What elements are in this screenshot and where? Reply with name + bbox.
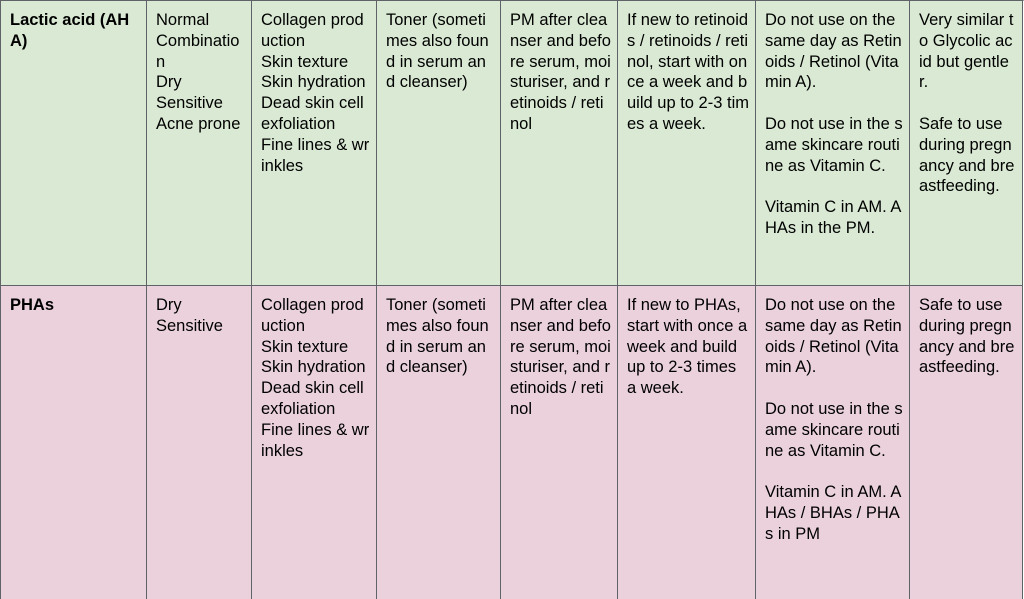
benefits-cell (252, 286, 377, 599)
found-in-text: Toner (sometimes also found in serum and cleanser) (386, 11, 489, 92)
frequency-cell (618, 286, 756, 599)
benefit-item: Fine lines & wrinkles (261, 420, 370, 460)
notes-cell (910, 1, 1023, 286)
found-in-cell (377, 286, 501, 599)
paragraph-gap (765, 378, 903, 399)
when-to-use-cell (501, 1, 618, 286)
ingredient-name-cell (1, 1, 147, 286)
paragraph-gap (919, 93, 1016, 114)
ingredient-name: Lactic acid (AHA) (10, 11, 130, 50)
avoid-paragraph: Do not use on the same day as Retinoids / Retinol (Vitamin A). (765, 296, 902, 377)
ingredient-name-cell (1, 286, 147, 599)
benefit-item: Collagen production (261, 296, 364, 335)
ingredient-name: PHAs (10, 296, 55, 314)
benefit-item: Skin hydration (261, 73, 366, 92)
benefits-cell (252, 1, 377, 286)
avoid-cell (756, 1, 910, 286)
benefit-item: Skin texture (261, 337, 349, 356)
skin-type-item: Acne prone (156, 114, 241, 133)
when-to-use-cell (501, 286, 618, 599)
table-row (1, 286, 1023, 599)
frequency-cell (618, 1, 756, 286)
benefit-item: Skin hydration (261, 358, 366, 377)
skin-type-item: Combination (156, 31, 240, 71)
paragraph-gap (765, 176, 903, 197)
paragraph-gap (765, 93, 903, 114)
notes-cell (910, 286, 1023, 599)
benefit-item: Collagen production (261, 11, 364, 50)
skin-type-item: Normal (156, 11, 210, 29)
benefit-item: Fine lines & wrinkles (261, 135, 370, 175)
avoid-cell (756, 286, 910, 599)
avoid-paragraph: Vitamin C in AM. AHAs in the PM. (765, 198, 902, 237)
benefit-item: Dead skin cell exfoliation (261, 94, 369, 133)
benefit-item: Dead skin cell exfoliation (261, 379, 369, 418)
avoid-paragraph: Vitamin C in AM. AHAs / BHAs / PHAs in PM (765, 483, 902, 543)
avoid-paragraph: Do not use in the same skincare routine as Vitamin C. (765, 399, 903, 460)
avoid-paragraph: Do not use on the same day as Retinoids / Retinol (Vitamin A). (765, 11, 902, 92)
found-in-cell (377, 1, 501, 286)
skin-types-cell (147, 1, 252, 286)
frequency-text: If new to retinoids / retinoids / retinol, start with once a week and build up to 2-3 times a week. (627, 11, 749, 133)
benefit-item: Skin texture (261, 52, 349, 71)
skin-type-item: Dry (156, 296, 182, 314)
when-to-use-text: PM after cleanser and before serum, moisturiser, and retinoids / retinol (510, 11, 611, 133)
found-in-text: Toner (sometimes also found in serum and cleanser) (386, 296, 489, 377)
avoid-paragraph: Do not use in the same skincare routine as Vitamin C. (765, 114, 903, 175)
note-paragraph: Very similar to Glycolic acid but gentler. (919, 11, 1014, 92)
note-paragraph: Safe to use during pregnancy and breastfeeding. (919, 114, 1015, 196)
when-to-use-text: PM after cleanser and before serum, moisturiser, and retinoids / retinol (510, 296, 611, 418)
table-row (1, 1, 1023, 286)
skin-type-item: Dry (156, 73, 182, 92)
paragraph-gap (765, 461, 903, 482)
skin-type-item: Sensitive (156, 94, 223, 113)
skin-type-item: Sensitive (156, 316, 223, 335)
frequency-text: If new to PHAs, start with once a week and build up to 2-3 times a week. (627, 296, 748, 398)
skin-types-cell (147, 286, 252, 599)
note-paragraph: Safe to use during pregnancy and breastfeeding. (919, 296, 1015, 377)
